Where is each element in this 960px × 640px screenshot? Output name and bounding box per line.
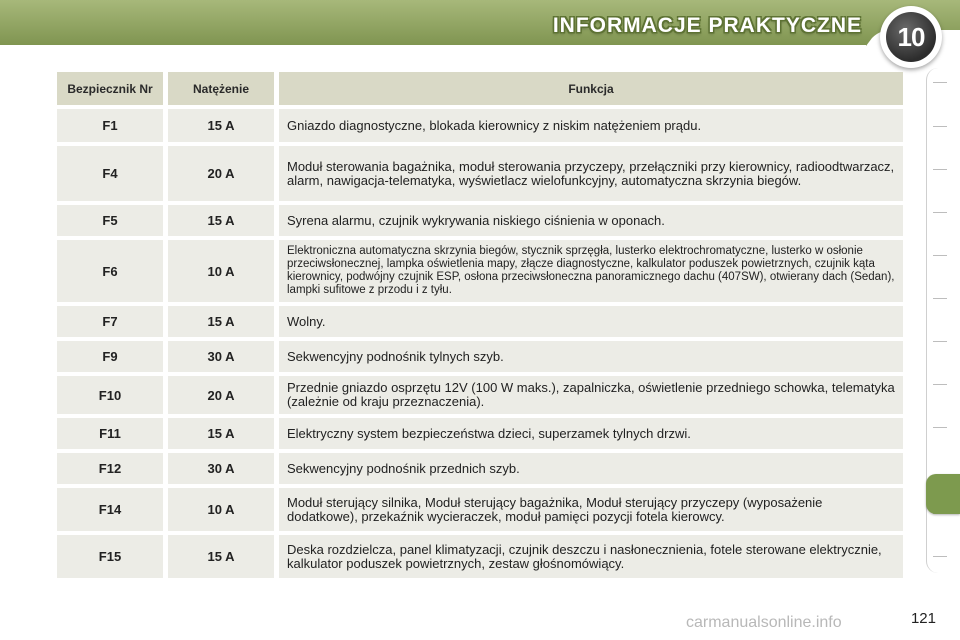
index-tick xyxy=(933,427,947,428)
fuse-function: Syrena alarmu, czujnik wykrywania niskiego ciśnienia w oponach. xyxy=(279,205,903,236)
fuse-function: Moduł sterujący silnika, Moduł sterujący bagażnika, Moduł sterujący przyczepy (wyposażenie dodatkowe), przekaźnik wycieraczek, moduł pamięci pozycji fotela kierowcy. xyxy=(279,488,903,531)
fuse-function: Gniazdo diagnostyczne, blokada kierownicy z niskim natężeniem prądu. xyxy=(279,109,903,142)
table-row xyxy=(57,488,903,531)
fuse-amperage: 20 A xyxy=(168,376,279,414)
fuse-number: F10 xyxy=(57,376,168,414)
index-tick xyxy=(933,169,947,170)
fuse-amperage: 15 A xyxy=(168,535,279,578)
fuse-amperage: 15 A xyxy=(168,109,279,142)
fuse-number: F15 xyxy=(57,535,168,578)
fuse-function: Wolny. xyxy=(279,306,903,337)
fuse-amperage: 10 A xyxy=(168,240,279,302)
fuse-number: F11 xyxy=(57,418,168,449)
table-row xyxy=(57,109,903,142)
fuse-number: F4 xyxy=(57,146,168,201)
fuse-amperage: 30 A xyxy=(168,453,279,484)
fuse-amperage: 15 A xyxy=(168,418,279,449)
fuse-function: Moduł sterowania bagażnika, moduł sterowania przyczepy, przełączniki przy kierownicy, radioodtwarzacz, alarm, nawigacja-telematyka, wyświetlacz wielofunkcyjny, automatyczna skrzynia biegów. xyxy=(279,146,903,201)
fuse-amperage: 15 A xyxy=(168,205,279,236)
fuse-amperage: 15 A xyxy=(168,306,279,337)
watermark: carmanualsonline.info xyxy=(686,614,842,631)
page-header xyxy=(0,0,960,56)
fuse-number: F1 xyxy=(57,109,168,142)
fuse-amperage: 20 A xyxy=(168,146,279,201)
table-row xyxy=(57,535,903,578)
table-row xyxy=(57,453,903,484)
index-tick xyxy=(933,82,947,83)
index-tick xyxy=(933,126,947,127)
fuse-number: F14 xyxy=(57,488,168,531)
index-tick xyxy=(933,212,947,213)
index-tick xyxy=(933,255,947,256)
fuse-amperage: 10 A xyxy=(168,488,279,531)
index-tick xyxy=(933,556,947,557)
chapter-badge xyxy=(880,6,942,68)
fuse-function: Deska rozdzielcza, panel klimatyzacji, czujnik deszczu i nasłonecznienia, fotele sterowane elektrycznie, kalkulator poduszek powietrznych, zestaw głośnomówiący. xyxy=(279,535,903,578)
table-row xyxy=(57,146,903,201)
section-title: INFORMACJE PRAKTYCZNE xyxy=(552,14,862,37)
index-tick xyxy=(933,298,947,299)
table-row xyxy=(57,240,903,302)
chapter-number: 10 xyxy=(886,12,936,62)
fuse-number: F6 xyxy=(57,240,168,302)
table-header-row xyxy=(57,72,903,105)
fuse-amperage: 30 A xyxy=(168,341,279,372)
fuse-number: F5 xyxy=(57,205,168,236)
table-row xyxy=(57,341,903,372)
column-header-function: Funkcja xyxy=(279,72,903,105)
fuse-function: Sekwencyjny podnośnik przednich szyb. xyxy=(279,453,903,484)
table-row xyxy=(57,376,903,414)
index-tick xyxy=(933,341,947,342)
fuse-function: Sekwencyjny podnośnik tylnych szyb. xyxy=(279,341,903,372)
table-row xyxy=(57,205,903,236)
table-row xyxy=(57,306,903,337)
fuse-function: Elektroniczna automatyczna skrzynia biegów, stycznik sprzęgła, lusterko elektrochromatyczne, lusterko w osłonie przeciwsłonecznej, lampka oświetlenia mapy, złącze diagnostyczne, kalkulator poduszek powietrznych, czujnik kąta kierownicy, podwójny czujnik ESP, osłona przeciwsłoneczna panoramicznego dachu (407SW), otwierany dach (Sedan), lampki sufitowe z przodu i z tyłu. xyxy=(279,240,903,302)
column-header-amperage: Natężenie xyxy=(168,72,279,105)
fuse-function: Przednie gniazdo osprzętu 12V (100 W maks.), zapalniczka, oświetlenie przedniego schowka, telematyka (zależnie od kraju przeznaczenia). xyxy=(279,376,903,414)
table-row xyxy=(57,418,903,449)
fuse-number: F12 xyxy=(57,453,168,484)
index-tick xyxy=(933,384,947,385)
fuse-table xyxy=(57,68,903,582)
column-header-fuse-number: Bezpiecznik Nr xyxy=(57,72,168,105)
chapter-tab-active[interactable] xyxy=(926,474,960,514)
fuse-number: F7 xyxy=(57,306,168,337)
page-number: 121 xyxy=(910,610,936,627)
fuse-number: F9 xyxy=(57,341,168,372)
fuse-function: Elektryczny system bezpieczeństwa dzieci, superzamek tylnych drzwi. xyxy=(279,418,903,449)
